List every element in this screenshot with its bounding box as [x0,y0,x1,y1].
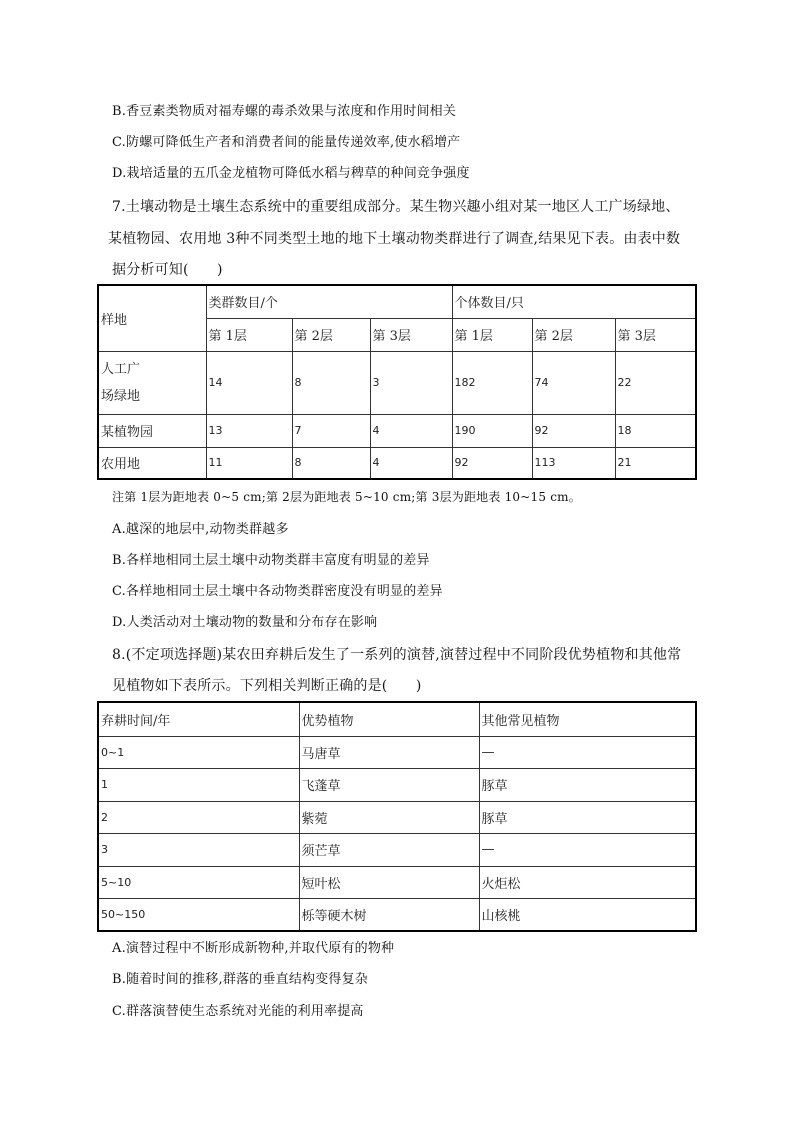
table-row [98,833,696,866]
years-cell: 3 [98,833,299,866]
q7-option-b: B.各样地相同土层土壤中动物类群丰富度有明显的差异 [112,553,430,568]
years-cell: 2 [98,801,299,833]
years-cell: 5~10 [98,866,299,898]
header-other-plants: 其他常见植物 [479,702,696,736]
q8-stem-line-2: 见植物如下表所示。下列相关判断正确的是( ) [112,678,422,694]
q7-stem-line-2: 某植物园、农用地 3种不同类型土地的地下土壤动物类群进行了调查,结果见下表。由表中数 [108,231,681,247]
value-cell: 22 [615,351,696,414]
value-cell: 4 [370,414,452,447]
value-cell: 4 [370,447,452,479]
header-layer: 第 2层 [532,318,615,351]
value-cell: 113 [532,447,615,479]
table-row [98,768,696,801]
years-cell: 0~1 [98,736,299,768]
value-cell: 8 [292,447,370,479]
q7-option-a: A.越深的地层中,动物类群越多 [112,522,289,537]
header-group-count: 类群数目/个 [206,285,452,318]
site-line-1: 人工广 [101,361,141,377]
table-row [98,898,696,931]
header-layer: 第 1层 [452,318,532,351]
q7-option-d: D.人类活动对土壤动物的数量和分布存在影响 [112,615,378,630]
years-cell: 1 [98,768,299,801]
table-row [98,414,696,447]
table-row [98,736,696,768]
site-cell: 农用地 [98,447,206,479]
value-cell: 14 [206,351,292,414]
header-dominant-plant: 优势植物 [299,702,479,736]
q7-stem-line-3: 据分析可知( ) [112,262,223,278]
site-cell: 某植物园 [98,414,206,447]
dominant-plant-cell: 短叶松 [299,866,479,898]
value-cell: 190 [452,414,532,447]
table-row [98,866,696,898]
value-cell: 74 [532,351,615,414]
dominant-plant-cell: 飞蓬草 [299,768,479,801]
value-cell: 182 [452,351,532,414]
q8-option-a: A.演替过程中不断形成新物种,并取代原有的物种 [112,941,395,956]
q7-stem-line-1: 7.土壤动物是土壤生态系统中的重要组成部分。某生物兴趣小组对某一地区人工广场绿地、 [112,199,680,215]
other-plant-cell: — [479,736,696,768]
value-cell: 92 [532,414,615,447]
value-cell: 11 [206,447,292,479]
other-plant-cell: 豚草 [479,801,696,833]
other-plant-cell: 火炬松 [479,866,696,898]
table-row [98,801,696,833]
q6-option-d: D.栽培适量的五爪金龙植物可降低水稻与稗草的种间竞争强度 [112,166,470,181]
header-years: 弃耕时间/年 [98,702,299,736]
header-layer: 第 2层 [292,318,370,351]
dominant-plant-cell: 栎等硬木树 [299,898,479,931]
dominant-plant-cell: 紫菀 [299,801,479,833]
years-cell: 50~150 [98,898,299,931]
table-row [98,351,696,414]
soil-fauna-table [97,284,697,480]
value-cell: 3 [370,351,452,414]
value-cell: 7 [292,414,370,447]
other-plant-cell: 山核桃 [479,898,696,931]
q7-option-c: C.各样地相同土层土壤中各动物类群密度没有明显的差异 [112,584,443,599]
header-layer: 第 3层 [615,318,696,351]
table-row [98,447,696,479]
header-site: 样地 [98,285,206,351]
value-cell: 8 [292,351,370,414]
q6-option-c: C.防螺可降低生产者和消费者间的能量传递效率,使水稻增产 [112,135,461,150]
other-plant-cell: 豚草 [479,768,696,801]
dominant-plant-cell: 马唐草 [299,736,479,768]
site-line-2: 场绿地 [101,388,141,404]
header-layer: 第 3层 [370,318,452,351]
value-cell: 21 [615,447,696,479]
other-plant-cell: — [479,833,696,866]
value-cell: 92 [452,447,532,479]
header-individual-count: 个体数目/只 [452,285,696,318]
q8-option-b: B.随着时间的推移,群落的垂直结构变得复杂 [112,972,369,987]
dominant-plant-cell: 须芒草 [299,833,479,866]
q6-option-b: B.香豆素类物质对福寿螺的毒杀效果与浓度和作用时间相关 [112,104,457,119]
q8-stem-line-1: 8.(不定项选择题)某农田弃耕后发生了一系列的演替,演替过程中不同阶段优势植物和其他常 [112,647,682,663]
q8-option-c: C.群落演替使生态系统对光能的利用率提高 [112,1004,364,1019]
site-cell [98,351,206,414]
succession-table [97,701,697,932]
header-layer: 第 1层 [206,318,292,351]
q7-table-note: 注第 1层为距地表 0~5 cm;第 2层为距地表 5~10 cm;第 3层为距地表 10~15 cm。 [112,490,581,504]
value-cell: 18 [615,414,696,447]
value-cell: 13 [206,414,292,447]
